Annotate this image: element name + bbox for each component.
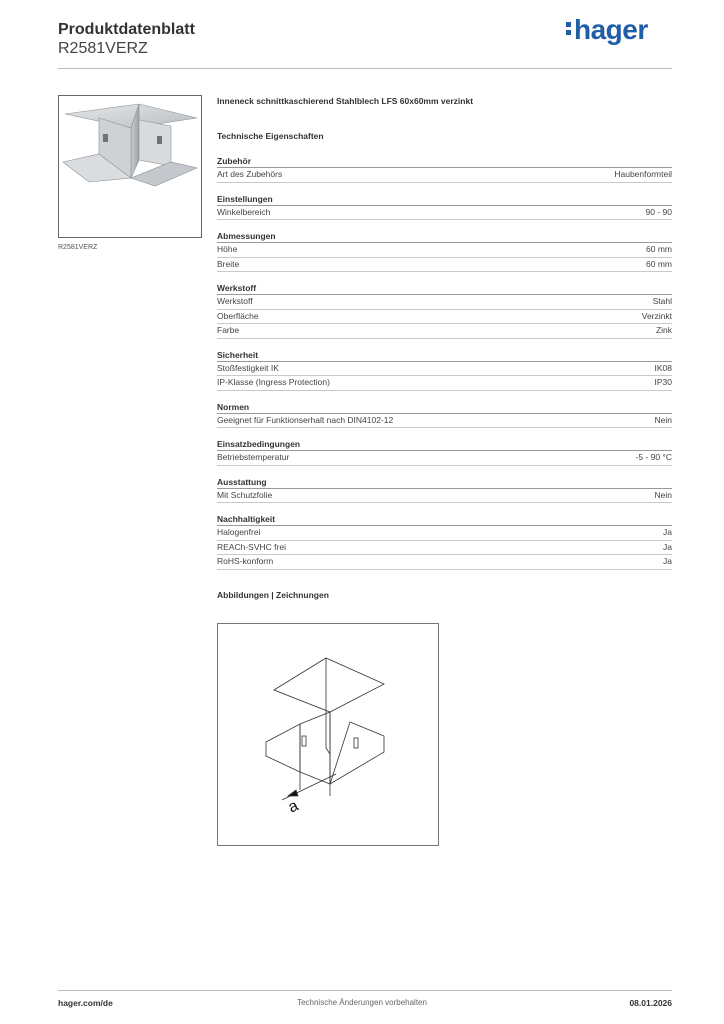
property-value: 60 mm [646, 258, 672, 269]
property-value: Ja [663, 527, 672, 537]
property-row [217, 376, 672, 391]
section-title: Sicherheit [217, 350, 672, 362]
properties-sections [217, 156, 672, 570]
property-value: Verzinkt [641, 310, 672, 321]
property-row [217, 489, 672, 504]
drawings-title: Abbildungen | Zeichnungen [217, 589, 329, 600]
inner-corner-drawing-icon [218, 624, 438, 845]
property-section [217, 514, 672, 570]
property-label: REACh-SVHC frei [217, 541, 286, 552]
property-label: Höhe [217, 244, 238, 254]
property-section [217, 283, 672, 339]
property-row [217, 555, 672, 570]
property-row [217, 414, 672, 429]
property-label: Halogenfrei [217, 527, 261, 537]
property-row [217, 310, 672, 325]
property-row [217, 295, 672, 310]
property-value: Nein [654, 489, 672, 500]
property-label: IP-Klasse (Ingress Protection) [217, 377, 330, 387]
property-row [217, 451, 672, 466]
property-value: IP30 [654, 377, 672, 387]
property-label: RoHS-konform [217, 556, 274, 566]
property-row [217, 526, 672, 541]
property-label: Winkelbereich [217, 206, 271, 217]
product-thumbnail [58, 95, 202, 238]
property-section [217, 402, 672, 429]
property-value: Ja [663, 556, 672, 566]
property-label: Mit Schutzfolie [217, 489, 273, 500]
property-section [217, 194, 672, 221]
dimension-label: a [285, 797, 302, 817]
property-row [217, 243, 672, 258]
property-label: Geeignet für Funktionserhalt nach DIN4102-12 [217, 414, 394, 425]
property-row [217, 168, 672, 183]
property-label: Oberfläche [217, 310, 259, 321]
section-title: Werkstoff [217, 283, 672, 295]
property-label: Farbe [217, 325, 240, 335]
property-label: Breite [217, 258, 240, 269]
footer-note: Technische Änderungen vorbehalten [297, 998, 427, 1007]
logo-dots-icon [566, 19, 572, 38]
product-title: Inneneck schnittkaschierend Stahlblech LFS 60x60mm verzinkt [217, 96, 474, 106]
property-section [217, 477, 672, 504]
page-title: Produktdatenblatt [58, 21, 195, 38]
section-title: Einstellungen [217, 194, 672, 206]
hager-logo [566, 14, 648, 46]
section-title: Abmessungen [217, 231, 672, 243]
property-value: IK08 [654, 362, 672, 373]
property-row [217, 541, 672, 556]
technical-drawing [217, 623, 439, 846]
product-code: R2581VERZ [58, 40, 148, 57]
section-title: Normen [217, 402, 672, 414]
header-divider [58, 68, 672, 69]
property-value: Nein [654, 414, 672, 425]
property-label: Stoßfestigkeit IK [217, 362, 279, 373]
property-value: Ja [663, 541, 672, 552]
section-title: Einsatzbedingungen [217, 439, 672, 451]
logo-text: hager [574, 14, 648, 45]
footer-date: 08.01.2026 [629, 998, 672, 1008]
property-row [217, 324, 672, 339]
property-label: Art des Zubehörs [217, 169, 283, 179]
section-title: Nachhaltigkeit [217, 514, 672, 526]
property-value: -5 - 90 °C [635, 452, 672, 462]
property-section [217, 350, 672, 391]
property-row [217, 206, 672, 221]
property-value: Haubenformteil [614, 169, 672, 179]
property-value: 90 - 90 [645, 206, 672, 217]
property-section [217, 156, 672, 183]
section-title: Ausstattung [217, 477, 672, 489]
property-row [217, 258, 672, 273]
tech-properties-title: Technische Eigenschaften [217, 131, 324, 141]
property-value: 60 mm [646, 244, 672, 254]
datasheet-content [217, 96, 672, 604]
inner-corner-photo-icon [59, 96, 201, 237]
section-title: Zubehör [217, 156, 672, 168]
footer-divider [58, 990, 672, 991]
property-row [217, 362, 672, 377]
property-section [217, 439, 672, 466]
property-section [217, 231, 672, 272]
property-label: Betriebstemperatur [217, 452, 290, 462]
thumbnail-caption: R2581VERZ [58, 244, 98, 251]
property-value: Zink [655, 325, 672, 335]
property-label: Werkstoff [217, 296, 253, 306]
footer-website-link[interactable]: hager.com/de [58, 998, 113, 1008]
property-value: Stahl [652, 296, 672, 306]
